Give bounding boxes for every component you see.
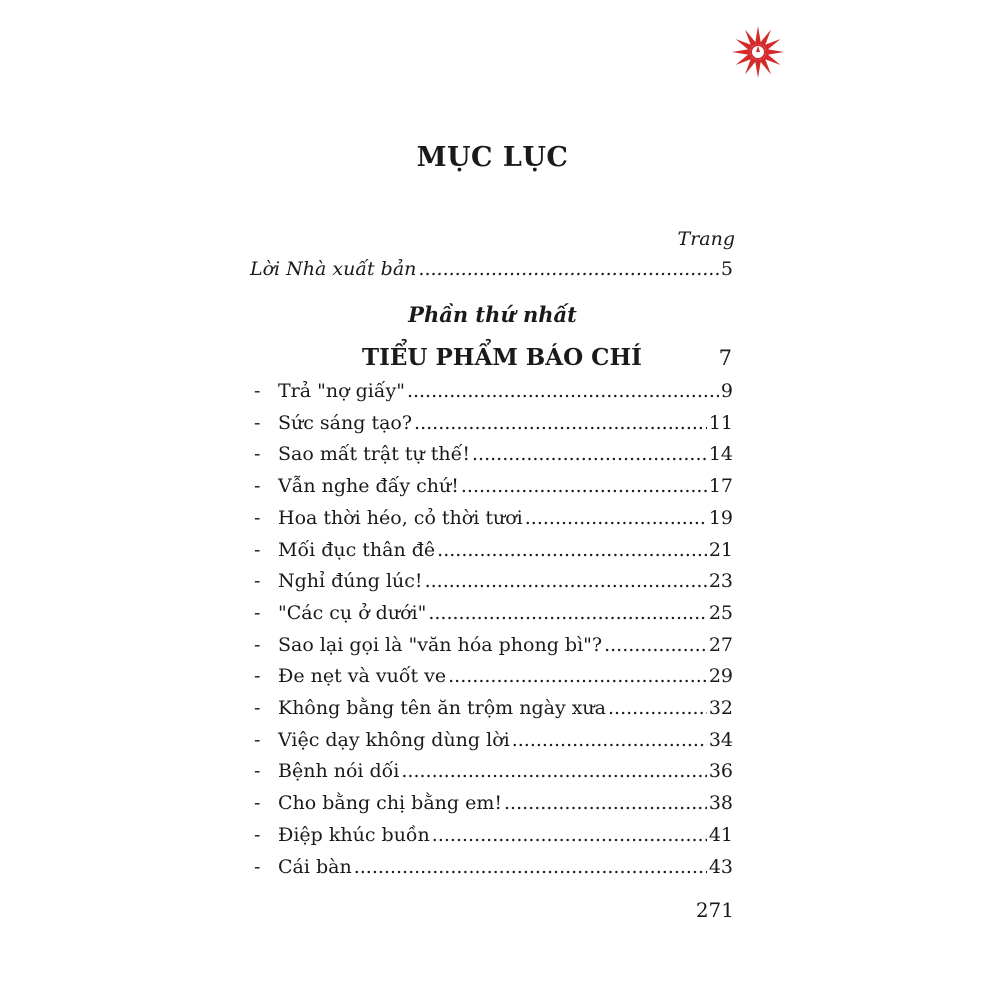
entry-marker: - [254,570,261,592]
toc-entry[interactable] [278,729,733,751]
toc-entry[interactable] [278,570,733,592]
toc-entry-page: 5 [720,258,733,280]
toc-entry-page: 27 [708,634,733,656]
entry-marker: - [254,697,261,719]
toc-entry-label: Bệnh nói dối [278,760,400,782]
toc-entry-page: 38 [708,792,733,814]
toc-entry-label: Cho bằng chị bằng em! [278,792,503,814]
toc-entry[interactable] [278,856,733,878]
toc-entry-label: Sức sáng tạo? [278,412,413,434]
toc-entry-page: 17 [708,475,733,497]
toc-entry-label: Điệp khúc buồn [278,824,430,846]
dot-leader [414,412,707,434]
toc-entry-label: Nghỉ đúng lúc! [278,570,423,592]
part-heading: Phần thứ nhất [408,302,577,327]
entry-marker: - [254,665,261,687]
toc-entry-page: 19 [708,507,733,529]
dot-leader [504,792,707,814]
toc-entry-page: 34 [708,729,733,751]
page-number: 271 [695,898,734,922]
dot-leader [437,539,707,561]
toc-entry-label: Cái bàn [278,856,352,878]
dot-leader [428,602,706,624]
toc-entry-label: Việc dạy không dùng lời [278,729,510,751]
dot-leader [461,475,707,497]
toc-entry[interactable] [278,602,733,624]
page-title: MỤC LỤC [416,142,569,173]
dot-leader [512,729,707,751]
dot-leader [604,634,707,656]
toc-entry-page: 43 [708,856,733,878]
dot-leader [407,380,719,402]
dot-leader [425,570,707,592]
toc-entry-label: Trả "nợ giấy" [278,380,405,402]
toc-entry-label: Lời Nhà xuất bản [250,258,417,280]
toc-entry[interactable] [278,507,733,529]
toc-entry-label: Hoa thời héo, cỏ thời tươi [278,507,523,529]
toc-entry[interactable] [278,380,733,402]
toc-entry-page: 25 [708,602,733,624]
toc-entry[interactable] [278,824,733,846]
toc-entry-page: 23 [708,570,733,592]
page-column-label: Trang [677,228,735,250]
entry-marker: - [254,475,261,497]
toc-entry-page: 36 [708,760,733,782]
toc-entry-page: 11 [708,412,733,434]
toc-entry[interactable] [278,443,733,465]
toc-entry-page: 21 [708,539,733,561]
dot-leader [432,824,707,846]
toc-entry[interactable] [278,634,733,656]
publisher-logo-icon [728,22,788,82]
dot-leader [354,856,707,878]
entry-marker: - [254,539,261,561]
toc-entry[interactable] [278,792,733,814]
entry-marker: - [254,792,261,814]
toc-entry[interactable] [278,760,733,782]
toc-entry[interactable] [278,475,733,497]
toc-entry-label: Không bằng tên ăn trộm ngày xưa [278,697,606,719]
toc-entry-label: Vẫn nghe đấy chứ! [278,475,459,497]
toc-entry-label: Sao mất trật tự thế! [278,443,470,465]
entry-marker: - [254,729,261,751]
toc-entry-page: 41 [708,824,733,846]
toc-entry-intro[interactable] [250,258,733,280]
toc-entry-label: Mối đục thân đê [278,539,436,561]
entry-marker: - [254,443,261,465]
dot-leader [608,697,707,719]
dot-leader [418,258,719,280]
toc-entry[interactable] [278,665,733,687]
dot-leader [525,507,707,529]
entry-marker: - [254,507,261,529]
toc-entry-page: 9 [720,380,733,402]
toc-entry-label: "Các cụ ở dưới" [278,602,427,624]
entry-marker: - [254,634,261,656]
dot-leader [401,760,706,782]
entry-marker: - [254,412,261,434]
toc-entry[interactable] [278,412,733,434]
entry-marker: - [254,602,261,624]
entry-marker: - [254,856,261,878]
toc-entry-label: Sao lại gọi là "văn hóa phong bì"? [278,634,603,656]
dot-leader [448,665,707,687]
toc-entry-page: 29 [708,665,733,687]
toc-entry[interactable] [278,697,733,719]
section-heading[interactable]: TIỂU PHẨM BÁO CHÍ [362,344,642,371]
toc-entry[interactable] [278,539,733,561]
section-page: 7 [718,346,732,370]
toc-entry-page: 32 [708,697,733,719]
toc-entry-page: 14 [708,443,733,465]
toc-entry-label: Đe nẹt và vuốt ve [278,665,447,687]
dot-leader [472,443,707,465]
entry-marker: - [254,824,261,846]
entry-marker: - [254,380,261,402]
entry-marker: - [254,760,261,782]
